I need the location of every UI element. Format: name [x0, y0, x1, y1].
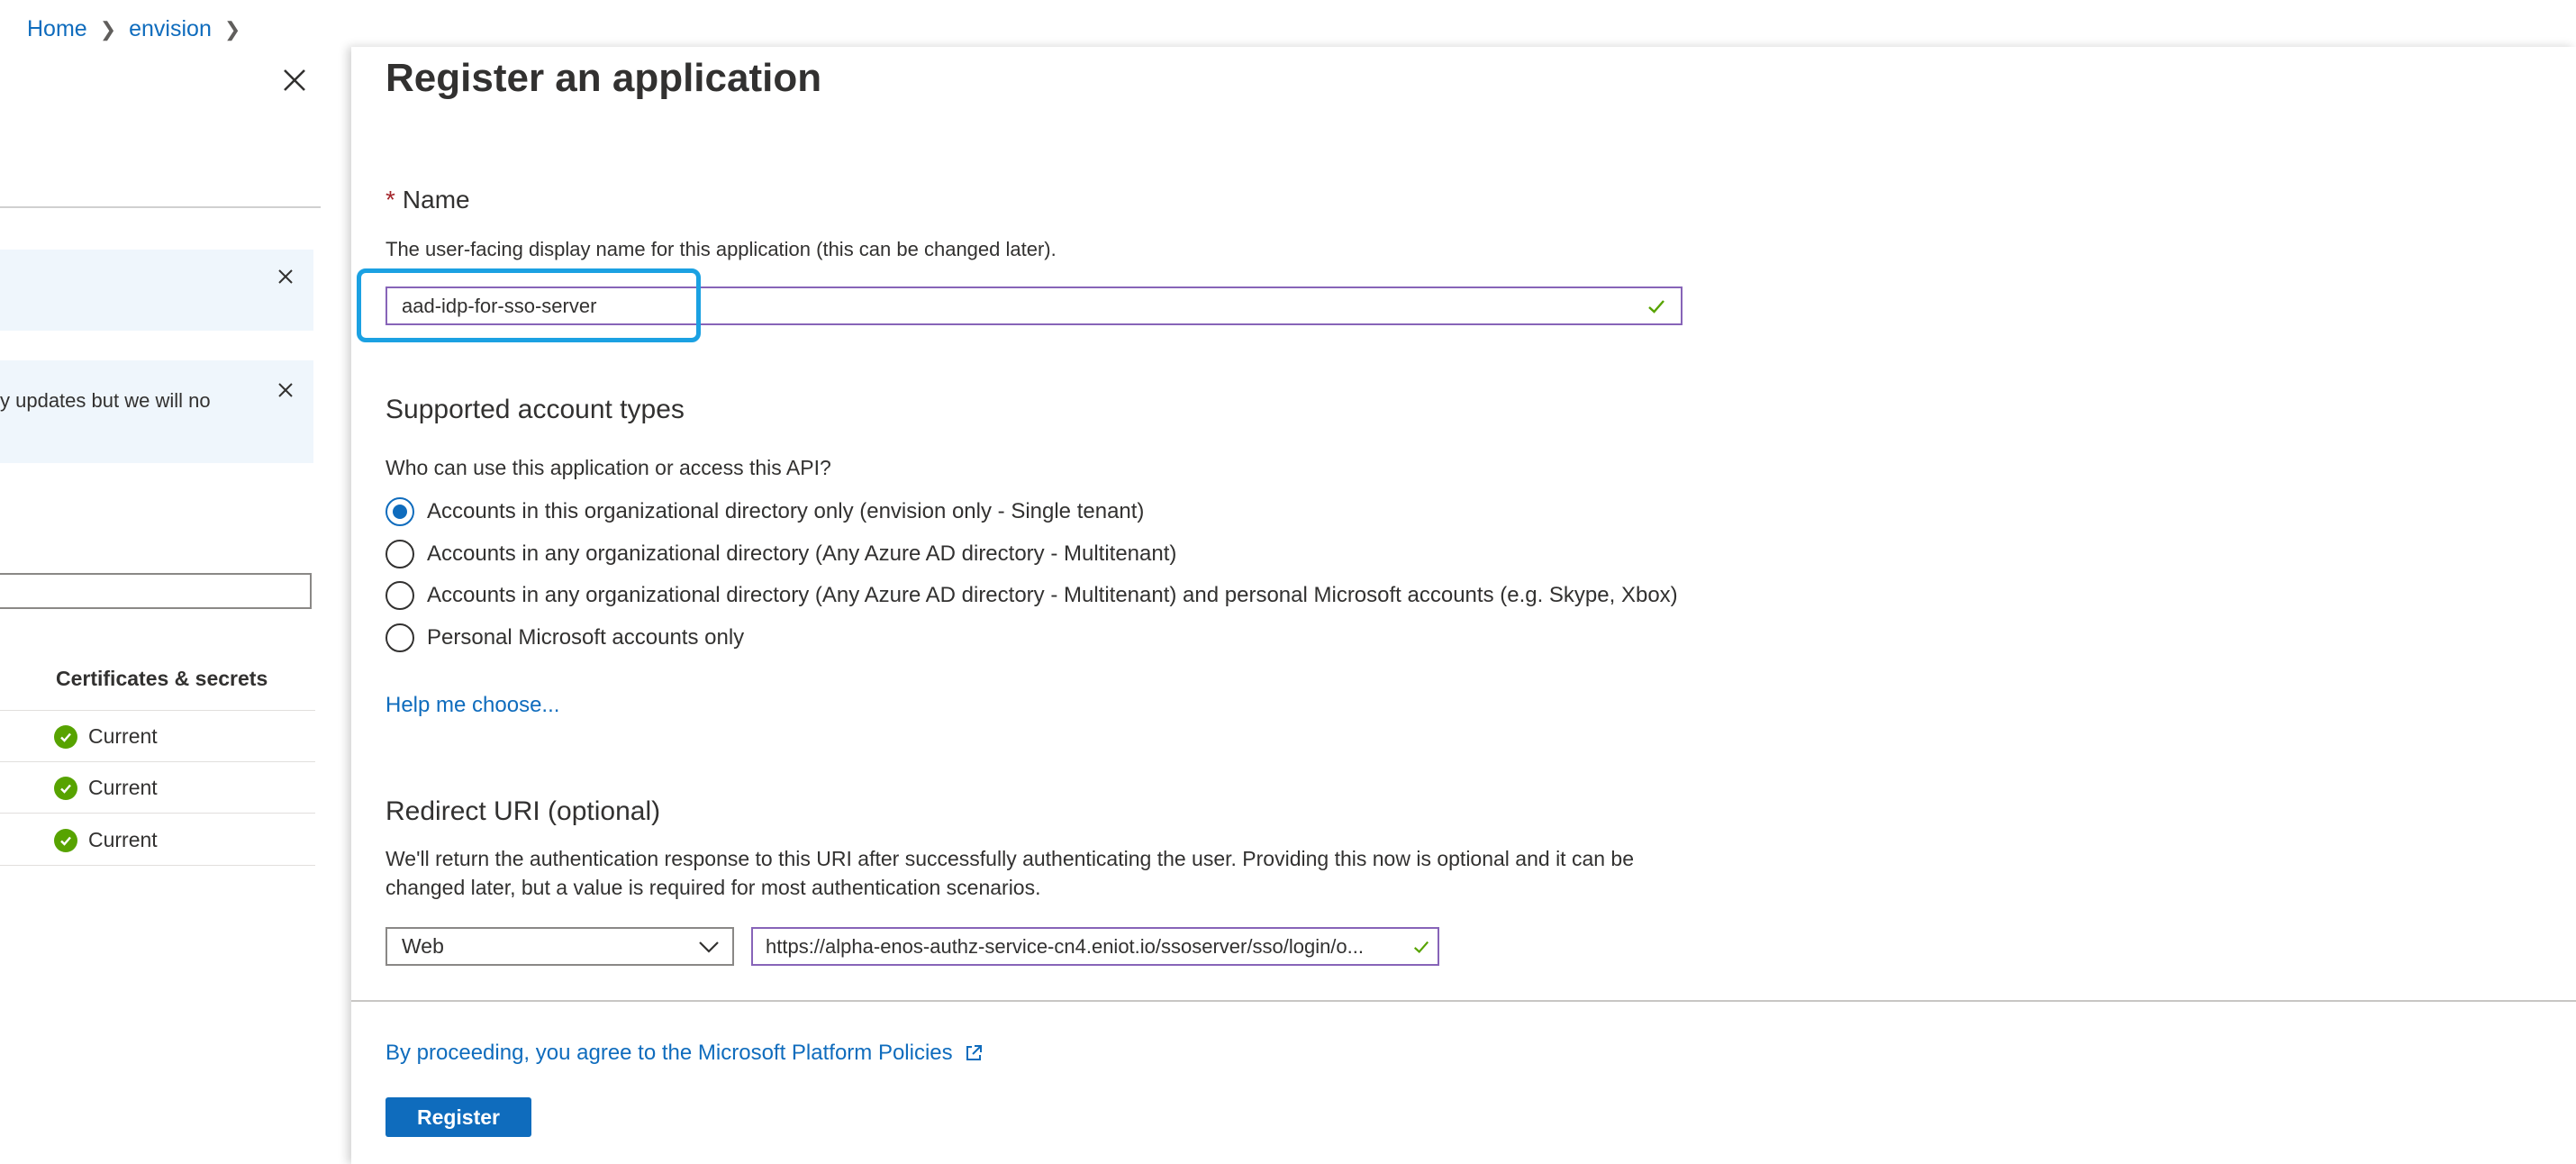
column-header-certificates: Certificates & secrets [56, 667, 268, 690]
account-types-question: Who can use this application or access this API? [385, 456, 831, 479]
account-types-heading: Supported account types [385, 395, 685, 424]
check-circle-icon [54, 829, 77, 852]
status-text: Current [88, 776, 158, 799]
platform-select[interactable] [385, 927, 734, 966]
redirect-description-line1: We'll return the authentication response to this URI after successfully authenticating the user. Providing this now is optional and it can be [385, 847, 1635, 870]
status-cell [54, 724, 158, 749]
radio[interactable] [385, 581, 414, 610]
status-cell [54, 828, 158, 852]
dismiss-banner-icon[interactable] [277, 382, 294, 398]
radio-selected[interactable] [385, 497, 414, 526]
status-text: Current [88, 828, 158, 851]
info-banner [0, 250, 313, 331]
row-divider [0, 710, 315, 711]
row-divider [0, 761, 315, 762]
valid-check-icon [1646, 296, 1666, 316]
name-input-value: aad-idp-for-sso-server [402, 294, 597, 317]
account-type-option[interactable]: Accounts in this organizational directory only (envision only - Single tenant) [385, 497, 1144, 526]
row-divider [0, 813, 315, 814]
name-label: * Name [385, 186, 470, 214]
account-type-option[interactable]: Accounts in any organizational directory (Any Azure AD directory - Multitenant) [385, 540, 1176, 568]
dismiss-banner-icon[interactable] [277, 268, 294, 285]
chevron-down-icon [698, 941, 720, 953]
platform-policies-link[interactable]: By proceeding, you agree to the Microsoft Platform Policies [385, 1041, 984, 1066]
filter-input[interactable] [0, 573, 312, 609]
banner-text: y updates but we will no [0, 389, 211, 412]
highlight-box [357, 268, 701, 342]
redirect-description-line2: changed later, but a value is required for most authentication scenarios. [385, 876, 1041, 899]
breadcrumb-home[interactable]: Home [27, 16, 87, 41]
breadcrumb [27, 16, 240, 42]
divider [0, 206, 321, 208]
redirect-uri-input[interactable] [751, 927, 1439, 966]
account-type-option[interactable]: Personal Microsoft accounts only [385, 623, 744, 652]
check-circle-icon [54, 777, 77, 800]
redirect-uri-value: https://alpha-enos-authz-service-cn4.eniot.io/ssoserver/sso/login/o... [766, 934, 1364, 958]
close-icon[interactable] [281, 67, 308, 94]
help-me-choose-link[interactable]: Help me choose... [385, 693, 560, 717]
redirect-uri-heading: Redirect URI (optional) [385, 796, 661, 826]
register-button[interactable]: Register [385, 1097, 531, 1137]
breadcrumb-envision[interactable]: envision [129, 16, 212, 41]
status-cell [54, 776, 158, 800]
status-text: Current [88, 724, 158, 748]
page-title: Register an application [385, 56, 822, 100]
radio[interactable] [385, 540, 414, 568]
chevron-right-icon: ❯ [99, 17, 117, 41]
name-description: The user-facing display name for this application (this can be changed later). [385, 238, 1057, 260]
platform-value: Web [402, 934, 444, 958]
valid-check-icon [1412, 938, 1430, 956]
row-divider [0, 865, 315, 866]
external-link-icon [964, 1043, 984, 1063]
footer-divider [351, 1000, 2576, 1002]
chevron-right-icon: ❯ [223, 17, 241, 41]
check-circle-icon [54, 725, 77, 749]
radio[interactable] [385, 623, 414, 652]
account-type-option[interactable]: Accounts in any organizational directory (Any Azure AD directory - Multitenant) and personal Microsoft accounts (e.g. Skype, Xbox) [385, 581, 1678, 610]
required-mark: * [385, 186, 395, 214]
